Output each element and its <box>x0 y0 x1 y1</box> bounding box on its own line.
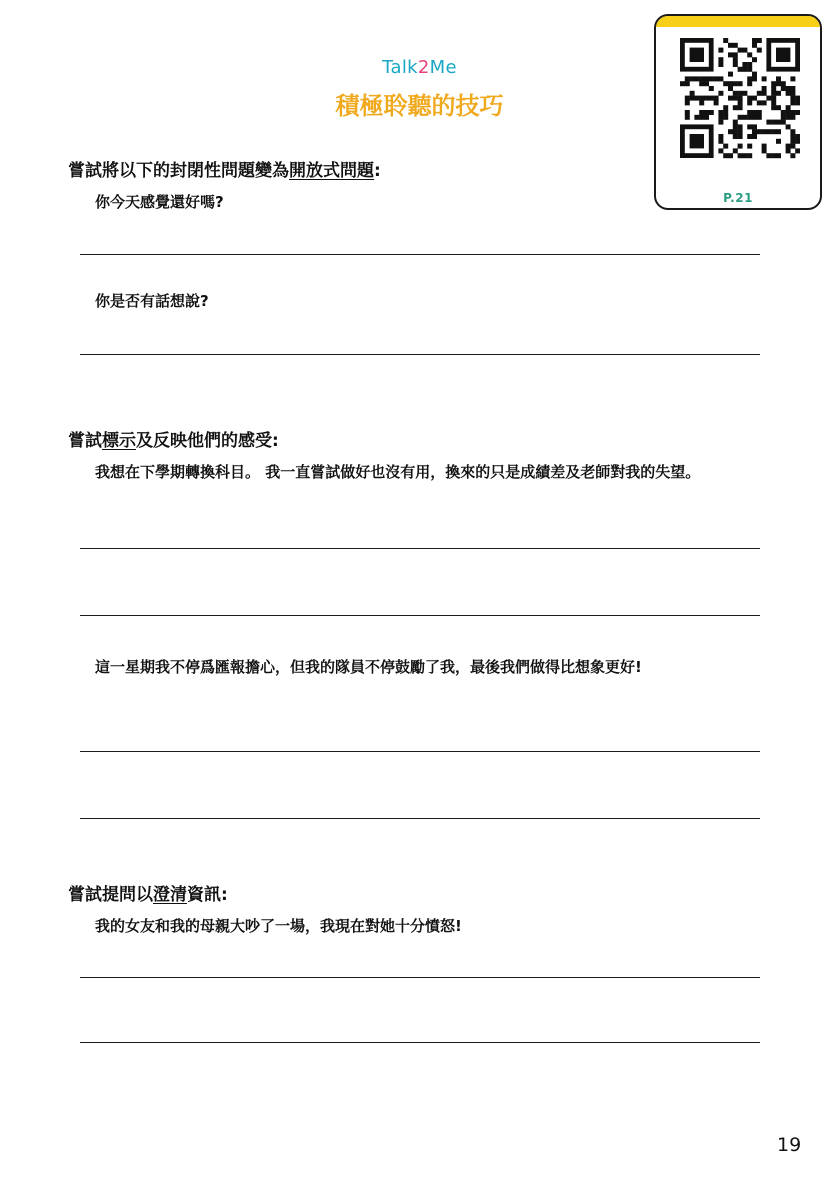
answer-line[interactable] <box>80 615 760 616</box>
page-title: 積極聆聽的技巧 <box>335 92 504 120</box>
heading-keyword: 開放式問題 <box>289 161 374 181</box>
brand-talk: Talk <box>382 57 418 78</box>
heading-keyword: 標示 <box>102 431 136 451</box>
answer-line[interactable] <box>80 751 760 752</box>
brand-two: 2 <box>417 57 430 78</box>
answer-line[interactable] <box>80 254 760 255</box>
answer-line[interactable] <box>80 354 760 355</box>
section-heading-clarify <box>68 880 228 905</box>
prompt-text: 這一星期我不停爲匯報擔心，但我的隊員不停鼓勵了我，最後我們做得比想象更好! <box>95 658 642 676</box>
answer-line[interactable] <box>80 1042 760 1043</box>
prompt-text: 我的女友和我的母親大吵了一場，我現在對她十分憤怒! <box>95 917 462 935</box>
page-number: 19 <box>777 1134 802 1156</box>
prompt-text: 我想在下學期轉換科目。 我一直嘗試做好也沒有用，換來的只是成績差及老師對我的失望。 <box>95 463 701 481</box>
heading-text-suffix: 及反映他們的感受: <box>136 431 279 451</box>
qr-code-icon <box>680 38 800 178</box>
heading-text: 嘗試提問以 <box>68 885 153 905</box>
answer-line[interactable] <box>80 818 760 819</box>
heading-keyword: 澄清 <box>153 885 187 905</box>
prompt-text: 你今天感覺還好嗎? <box>95 193 224 211</box>
qr-card[interactable] <box>654 14 822 210</box>
prompt-text: 你是否有話想說? <box>95 292 209 310</box>
qr-card-accent-bar <box>656 16 820 27</box>
section-heading-open-questions <box>68 156 381 181</box>
answer-line[interactable] <box>80 548 760 549</box>
heading-text-suffix: 資訊: <box>187 885 228 905</box>
heading-text: 嘗試 <box>68 431 102 451</box>
heading-text: 嘗試將以下的封閉性問題變為 <box>68 161 289 181</box>
qr-page-reference: P.21 <box>723 191 753 205</box>
brand-me: Me <box>429 57 457 78</box>
heading-colon: : <box>374 161 381 181</box>
section-heading-label-feelings <box>68 426 279 451</box>
answer-line[interactable] <box>80 977 760 978</box>
